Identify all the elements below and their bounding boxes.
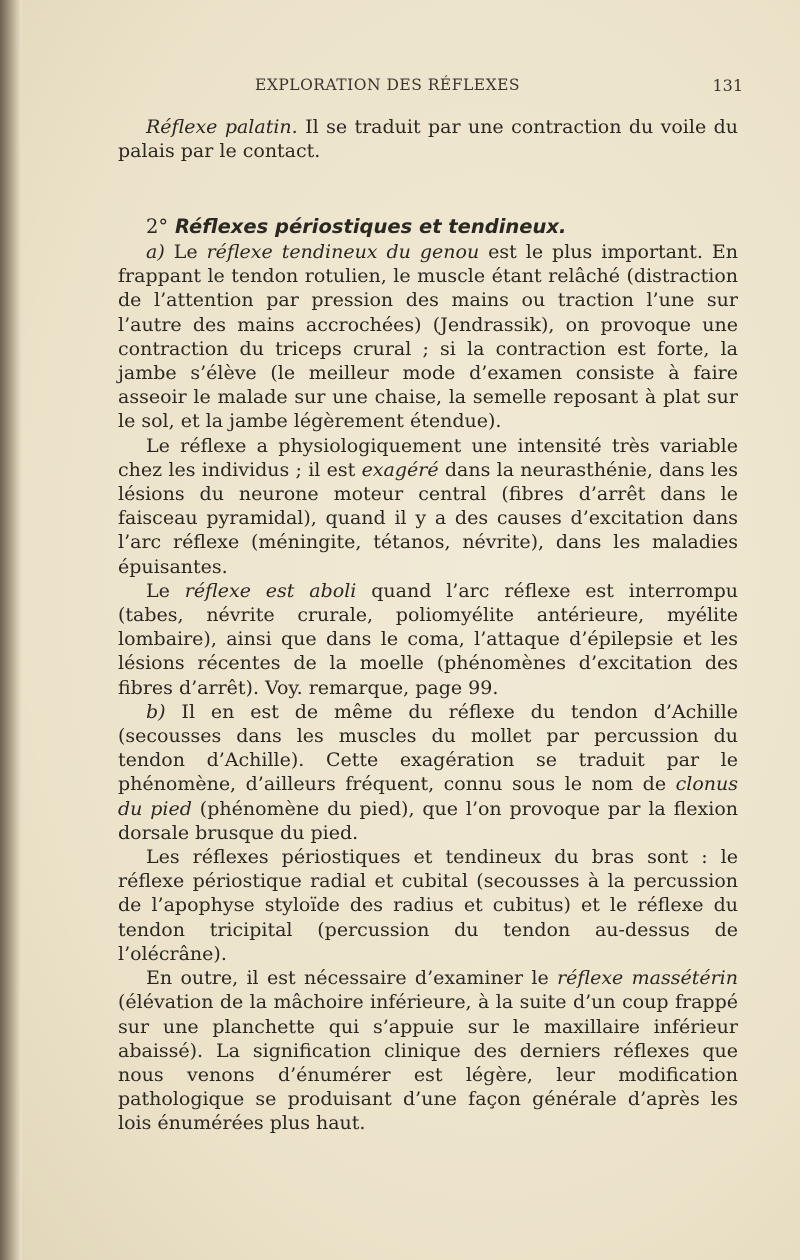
paragraph-bras: Les réflexes périostiques et tendineux du bras sont : le réflexe périostique radial et cubital (secousses à la percussion de l’apophyse styloïde des radius et cubitus) et le réflexe du tendon tricipital (percussion du tendon au-dessus de l’olécrâne). [118,846,738,965]
paragraph-aboli-pre: Le [146,579,185,602]
paragraph-a [118,240,738,434]
palatin-text: Il se traduit par une contraction du voile du palais par le contact. [118,116,738,163]
paragraph-masseterin-term: réflexe massétérin [557,967,738,990]
section-heading [118,214,738,240]
paragraph-exagere-term: exagéré [361,458,439,481]
paragraph-exagere-pre: Le réflexe a physiologiquement une intensité très variable chez les individus ; il est [118,434,738,481]
section-number: 2° [146,215,169,238]
main-text [118,214,738,1136]
paragraph-exagere-text: dans la neurasthénie, dans les lésions du neurone moteur central (fibres d’arrêt dans le faisceau pyramidal), quand il y a des causes d’excitation dans l’arc réflexe (méningite, tétanos, névrite), dans les maladies épuisantes. [118,458,738,578]
paragraph-b-pre: Il en est de même du réflexe du tendon d’Achille (secousses dans les muscles du mollet par percussion du tendon d’Achille). Cette exagération se traduit par le phénomène, d’ailleurs fréquent, connu sous le nom de [118,700,738,796]
paragraph-masseterin [118,966,738,1135]
running-title: EXPLORATION DES RÉFLEXES [255,76,521,94]
paragraph-a-term: réflexe tendineux du genou [206,241,480,263]
paragraph-a-text: est le plus important. En frappant le tendon rotulien, le muscle étant relâché (distraction de l’attention par pression des mains ou traction l’une sur l’autre des mains accrochées) (Jendrassik), on provoque une contraction du triceps crural ; si la contraction est forte, la jambe s’élève (le meilleur mode d’examen consiste à faire asseoir le malade sur une chaise, la semelle reposant à plat sur le sol, et la jambe légèrement étendue). [118,241,738,433]
paragraph-masseterin-pre: En outre, il est nécessaire d’examiner le [146,967,558,990]
paragraph-b-text: (phénomène du pied), que l’on provoque par la flexion dorsale brusque du pied. [118,797,738,844]
paragraph-aboli-term: réflexe est aboli [184,579,357,602]
paragraph-a-pre: Le [164,241,207,263]
section-title: Réflexes périostiques et tendineux. [174,215,567,238]
paragraph-masseterin-text: (élévation de la mâchoire inférieure, à la suite d’un coup frappé sur une planchette qui s’appuie sur le maxillaire inférieur abaissé). La signification clinique des derniers réflexes que nous venons d’énumérer est légère, leur modification pathologique se produisant d’une façon générale d’après les lois énumérées plus haut. [118,991,738,1135]
book-gutter [0,0,22,1260]
paragraph-b-term: clonus du pied [118,773,738,820]
paragraph-aboli [118,579,738,700]
page-header [255,76,743,98]
palatin-paragraph [118,115,738,163]
paragraph-b [118,700,738,845]
paragraph-b-marker: b) [146,700,166,723]
paragraph-aboli-text: quand l’arc réflexe est interrompu (tabes, névrite crurale, poliomyélite antérieure, myélite lombaire), ainsi que dans le coma, l’attaque d’épilepsie et les lésions récentes de la moelle (phénomènes d’excitation des fibres d’arrêt). Voy. remarque, page 99. [118,579,739,699]
paragraph-a-marker: a) [146,241,165,263]
page-number: 131 [712,76,743,95]
paragraph-exagere [118,434,738,579]
palatin-term: Réflexe palatin. [146,116,298,138]
